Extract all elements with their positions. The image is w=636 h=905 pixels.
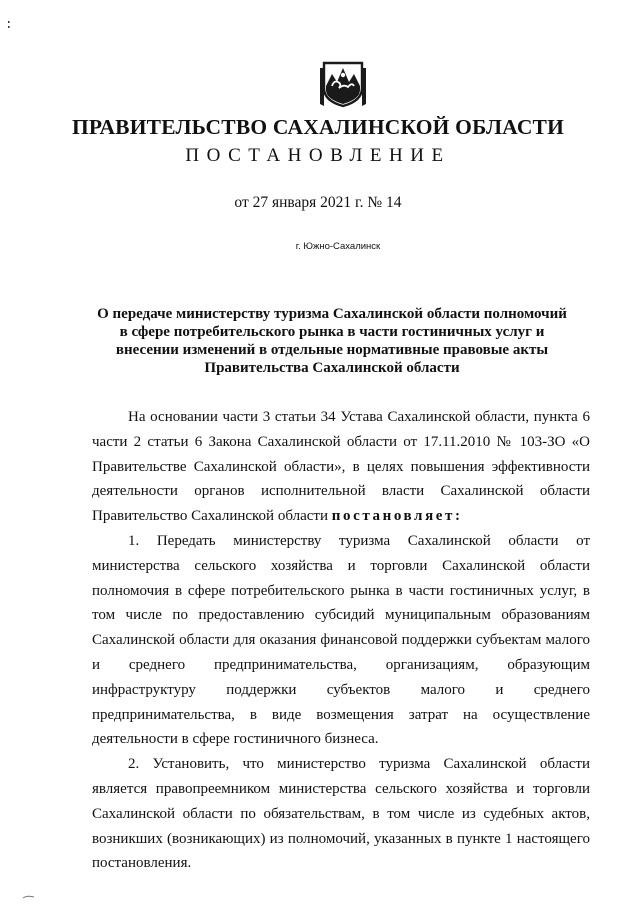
document-body <box>92 405 590 876</box>
document-type: ПОСТАНОВЛЕНИЕ <box>185 145 451 166</box>
document-subject: О передаче министерству туризма Сахалинской области полномочий в сфере потребительского рынка в части гостиничных услуг и внесении изменений в отдельные нормативные правовые акты Правительства Сахалинской области <box>97 306 567 376</box>
item-1-paragraph: 1. Передать министерству туризма Сахалинской области от министерства сельского хозяйства и торговли Сахалинской области полномочия в сфере потребительского рынка в части гостиничных услуг, в том числе по предоставлению субсидий муниципальным образованиям Сахалинской области для оказания финансовой поддержки субъектам малого и среднего предпринимательства, организациям, образующим инфраструктуру поддержки субъектов малого и среднего предпринимательства, в виде возмещения затрат на осуществление деятельности в сфере гостиничного бизнеса. <box>92 532 590 748</box>
resolves-keyword: постановляет: <box>331 508 463 525</box>
scan-mark-bottom-left <box>22 887 36 893</box>
scan-mark-top-left <box>8 18 10 28</box>
coat-of-arms-icon <box>318 60 368 108</box>
intro-text: На основании части 3 статьи 34 Устава Сахалинской области, пункта 6 части 2 статьи 6 Закона Сахалинской области от 17.11.2010 № 103-ЗО «О Правительстве Сахалинской области», в целях повышения эффективности деятельности органов исполнительной власти Сахалинской области Правительство Сахалинской области <box>92 409 590 525</box>
intro-paragraph <box>92 405 590 529</box>
item-2-paragraph: 2. Установить, что министерство туризма Сахалинской области является правопреемником министерства сельского хозяйства и торговли Сахалинской области по обязательствам, в том числе из судебных актов, возникших (возникающих) из полномочий, указанных в пункте 1 настоящего постановления. <box>92 756 590 872</box>
city-line: г. Южно-Сахалинск <box>295 241 381 252</box>
organization-title: ПРАВИТЕЛЬСТВО САХАЛИНСКОЙ ОБЛАСТИ <box>71 115 565 139</box>
date-number-line: от 27 января 2021 г. № 14 <box>234 194 402 211</box>
